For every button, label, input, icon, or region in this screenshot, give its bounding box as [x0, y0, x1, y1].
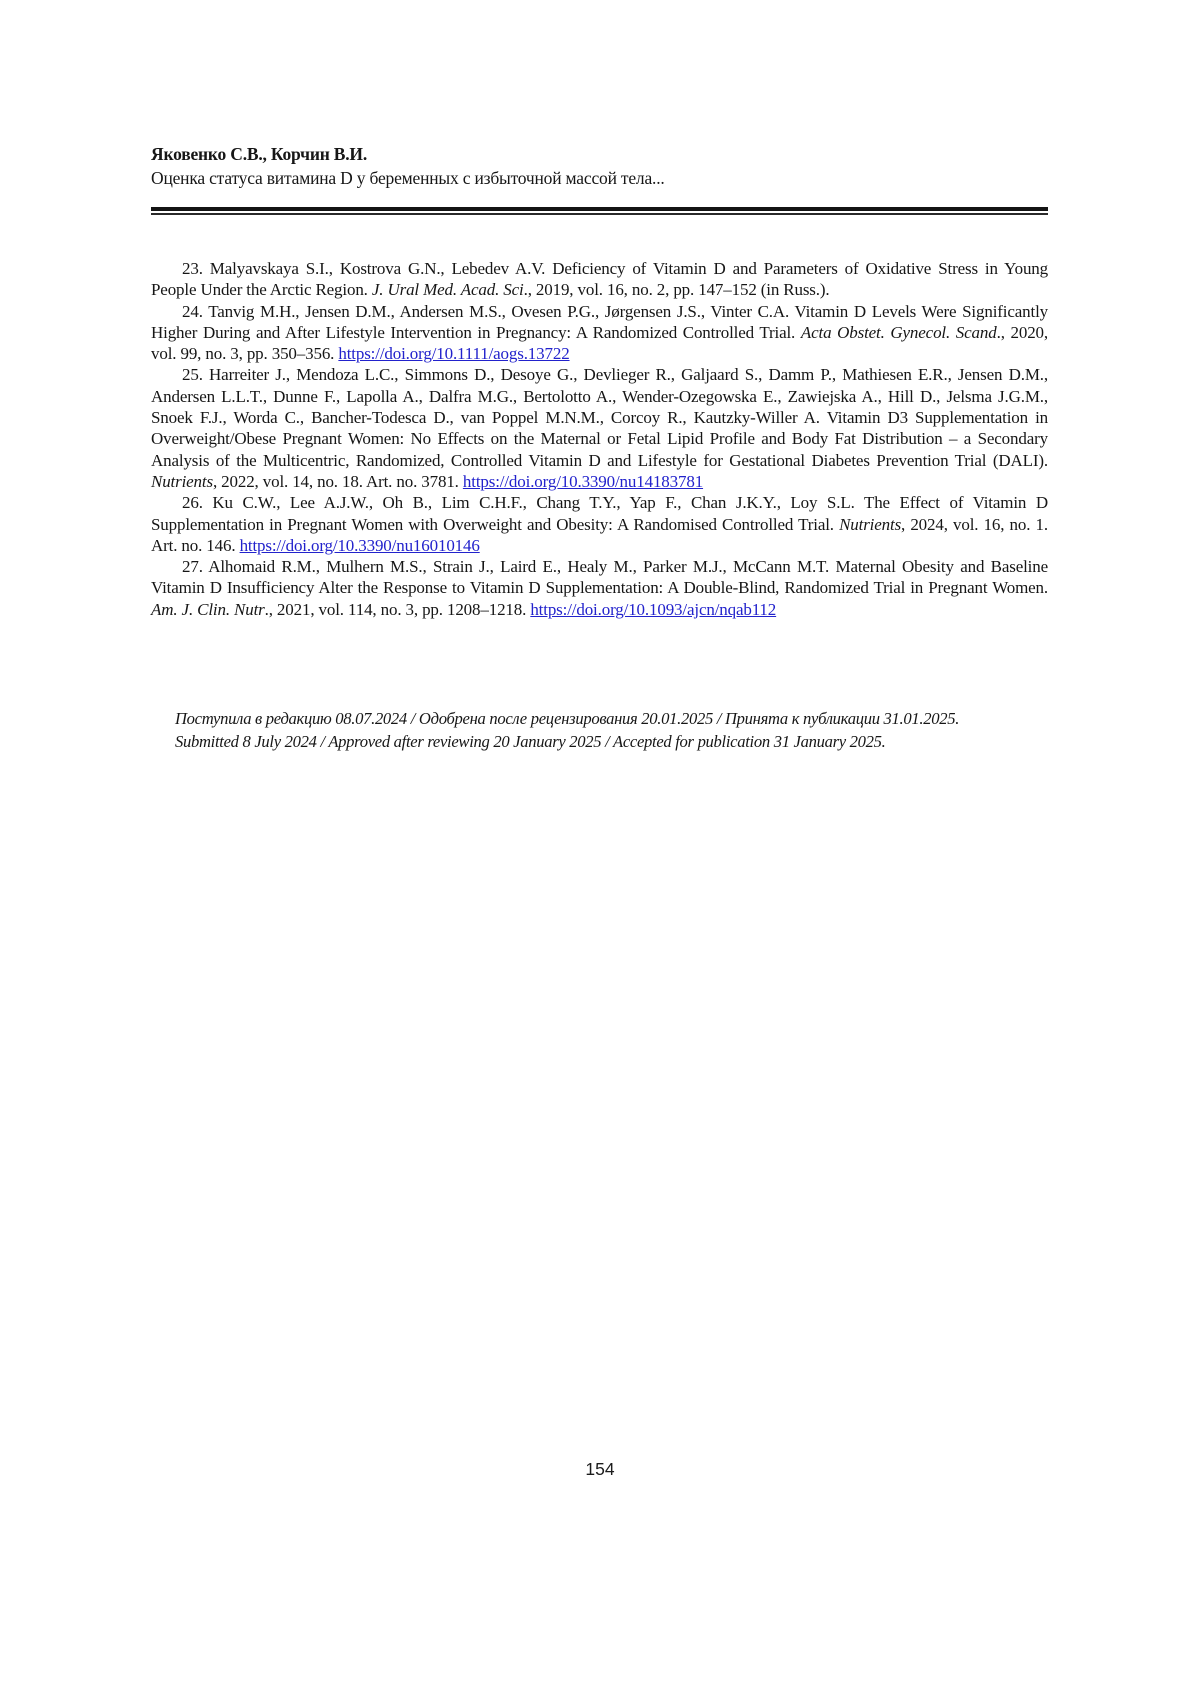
- authors-line: Яковенко С.В., Корчин В.И.: [151, 144, 368, 164]
- doi-link[interactable]: https://doi.org/10.1093/ajcn/nqab112: [530, 599, 777, 619]
- reference-item: [151, 556, 1048, 620]
- reference-text: ., 2020, vol. 99, no. 3, pp. 350–356.: [151, 322, 1048, 364]
- reference-text: 27. Alhomaid R.M., Mulhern M.S., Strain J., Laird E., Healy M., Parker M.J., McCann M.T. Maternal Obesity and Baseline Vitamin D Insufficiency Alter the Response to Vitamin D Supplementation: A Double-Blind, Randomized Trial in Pregnant Women.: [151, 557, 1048, 598]
- rule-thin-line: [151, 213, 1048, 215]
- doi-link[interactable]: https://doi.org/10.1111/aogs.13722: [338, 344, 570, 364]
- submission-line-en: Submitted 8 July 2024 / Approved after reviewing 20 January 2025 / Accepted for publication 31 January 2025.: [175, 731, 886, 751]
- reference-text: , 2024, vol. 16, no. 1. Art. no. 146.: [151, 514, 1048, 555]
- journal-name: Nutrients: [839, 514, 902, 534]
- article-title-line: Оценка статуса витамина D у беременных с избыточной массой тела...: [151, 168, 665, 188]
- submission-line-ru: Поступила в редакцию 08.07.2024 / Одобрена после рецензирования 20.01.2025 / Принята к публикации 31.01.2025.: [175, 709, 960, 729]
- page-header: [151, 0, 1048, 190]
- journal-name: Acta Obstet. Gynecol. Scand: [800, 322, 997, 342]
- reference-text: ., 2021, vol. 114, no. 3, pp. 1208–1218.: [264, 599, 531, 619]
- doi-link[interactable]: https://doi.org/10.3390/nu16010146: [239, 535, 480, 555]
- page-number: 154: [585, 1459, 615, 1479]
- header-double-rule: [151, 207, 1048, 215]
- reference-text: 26. Ku C.W., Lee A.J.W., Oh B., Lim C.H.F., Chang T.Y., Yap F., Chan J.K.Y., Loy S.L. The Effect of Vitamin D Supplementation in Pregnant Women with Overweight and Obesity: A Randomised Controlled Trial.: [151, 493, 1048, 534]
- reference-item: [151, 492, 1048, 556]
- journal-name: Nutrients: [151, 471, 213, 491]
- doi-link[interactable]: https://doi.org/10.3390/nu14183781: [462, 471, 704, 491]
- reference-text: 24. Tanvig M.H., Jensen D.M., Andersen M.S., Ovesen P.G., Jørgensen J.S., Vinter C.A. Vitamin D Levels Were Significantly Higher During and After Lifestyle Intervention in Pregnancy: A Randomized Controlled Trial.: [151, 301, 1048, 342]
- submission-info: [151, 708, 1048, 753]
- rule-thick-line: [151, 207, 1048, 211]
- reference-item: [151, 258, 1048, 301]
- journal-name: J. Ural Med. Acad. Sci: [371, 280, 524, 300]
- reference-text: ., 2019, vol. 16, no. 2, pp. 147–152 (in Russ.).: [523, 280, 830, 300]
- references-list: [151, 258, 1048, 620]
- reference-item: [151, 364, 1048, 492]
- journal-name: Am. J. Clin. Nutr: [151, 599, 265, 619]
- reference-text: , 2022, vol. 14, no. 18. Art. no. 3781.: [212, 471, 463, 491]
- reference-item: [151, 301, 1048, 365]
- reference-text: 25. Harreiter J., Mendoza L.C., Simmons D., Desoye G., Devlieger R., Galjaard S., Damm P., Mathiesen E.R., Jensen D.M., Andersen L.L.T., Dunne F., Lapolla A., Dalfra M.G., Bertolotto A., Wender-Ozegowska E., Zawiejska A., Hill D., Jelsma J.G.M., Snoek F.J., Worda C., Bancher-Todesca D., van Poppel M.N.M., Corcoy R., Kautzky-Willer A. Vitamin D3 Supplementation in Overweight/Obese Pregnant Women: No Effects on the Maternal or Fetal Lipid Profile and Body Fat Distribution – a Secondary Analysis of the Multicentric, Randomized, Controlled Vitamin D and Lifestyle for Gestational Diabetes Prevention Trial (DALI).: [151, 365, 1048, 470]
- page-content: [151, 0, 1048, 753]
- reference-text: 23. Malyavskaya S.I., Kostrova G.N., Lebedev A.V. Deficiency of Vitamin D and Parameters of Oxidative Stress in Young People Under the Arctic Region.: [151, 259, 1048, 300]
